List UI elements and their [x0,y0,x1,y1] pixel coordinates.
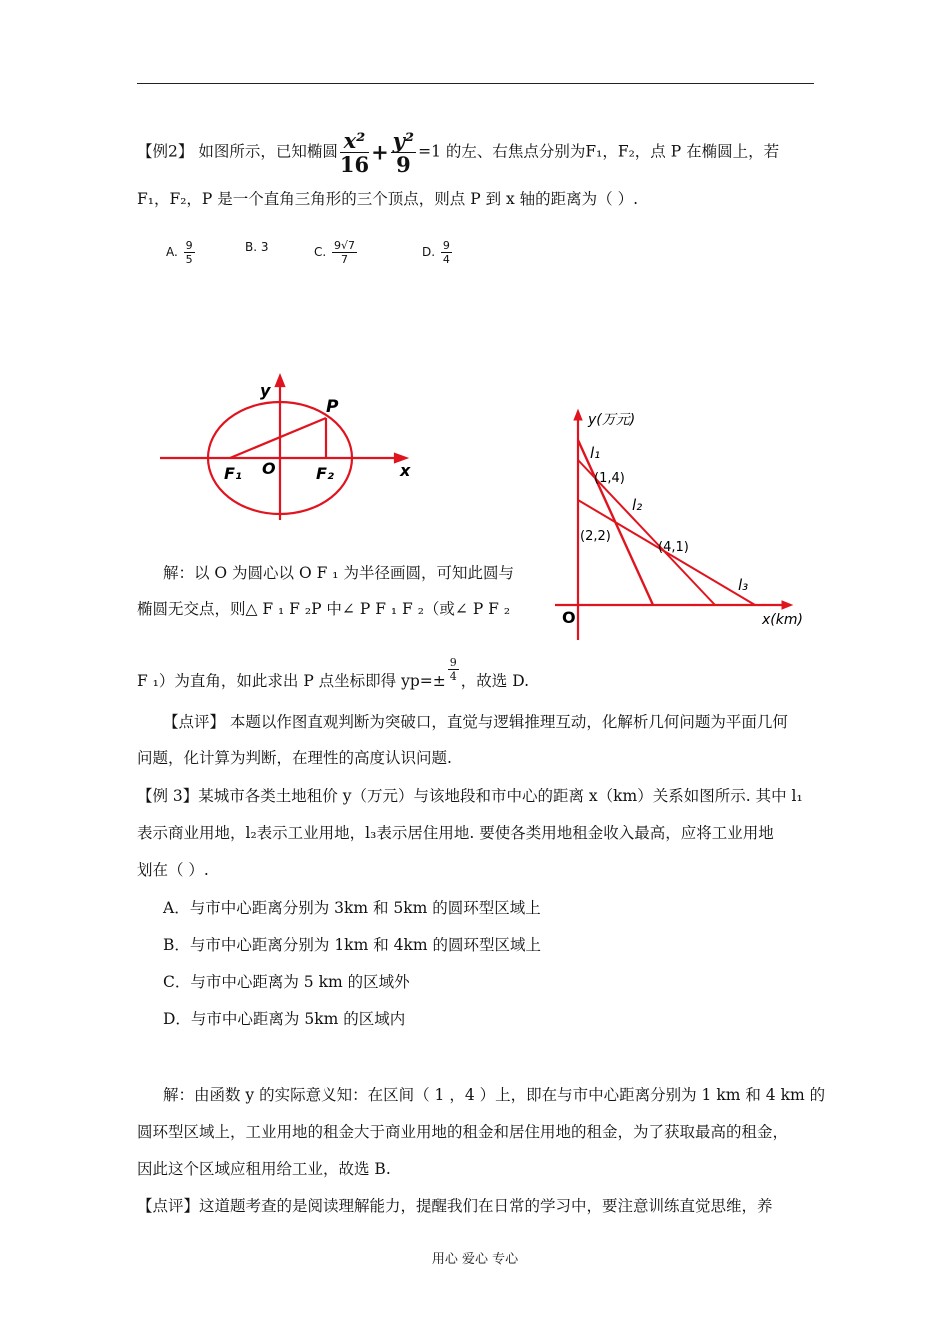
ellipse-fraction-x: $\frac{\text{x²}}{16}$ [339,128,370,177]
header-rule [137,83,814,84]
example2-line1 [137,130,779,175]
solution2-line1: 解：以 O 为圆心以 O F ₁ 为半径画圆，可知此圆与 [163,564,514,582]
solution2-line2: 椭圆无交点，则△ F ₁ F ₂P 中∠ P F ₁ F ₂（或∠ P F ₂ [137,600,511,618]
option-c: C. $\frac{9√7}{7}$ [314,239,356,266]
point-2-2-label: (2,2) [580,529,611,544]
option-d: D. $\frac{9}{4}$ [422,239,450,266]
comment3-line1: 【点评】这道题考查的是阅读理解能力，提醒我们在日常的学习中，要注意训练直觉思维，养 [137,1197,773,1215]
solution2-line3: F ₁）为直角，如此求出 P 点坐标即得 yp=± $\frac{9}{4}$ ，故选 D. [137,656,529,690]
option-a: A. $\frac{9}{5}$ [166,239,193,266]
example2-intro: 如图所示，已知椭圆 [198,142,338,161]
y-axis-arrow [574,410,582,420]
solution3-line3: 因此这个区域应租用给工业，故选 B. [137,1160,391,1178]
example3-line3: 划在（ ）. [137,861,209,879]
plus-sign: + [371,139,389,165]
origin-label: O [562,608,576,627]
example3-option-c: C．与市中心距离为 5 km 的区域外 [163,973,410,991]
y-axis-label: y [260,381,271,400]
point-p-label: P [326,397,339,417]
example3-option-b: B．与市中心距离分别为 1km 和 4km 的圆环型区域上 [163,936,542,954]
solution3-line2: 圆环型区域上，工业用地的租金大于商业用地的租金和居住用地的租金，为了获取最高的租金， [137,1123,789,1141]
example3-option-d: D．与市中心距离为 5km 的区域内 [163,1010,406,1028]
l1-label: l₁ [590,444,601,462]
ellipse-figure [150,370,430,530]
solution2-fraction: $\frac{9}{4}$ [449,656,457,683]
y-axis-label: y(万元) [588,412,636,428]
x-axis-arrow [782,601,792,609]
focus1-label: F₁ [224,464,242,483]
origin-label: O [262,459,276,478]
option-b: B. 3 [245,240,269,254]
example3-line1: 【例 3】某城市各类土地租价 y（万元）与该地段和市中心的距离 x（km）关系如图所示. 其中 l₁ [137,787,803,805]
x-axis-label: x [400,461,411,480]
x-axis-label: x(km) [762,612,803,628]
example2-line2: F₁，F₂，P 是一个直角三角形的三个顶点，则点 P 到 x 轴的距离为（ ）. [137,190,639,208]
example2-label: 【例2】 [137,142,194,161]
example3-line2: 表示商业用地，l₂表示工业用地，l₃表示居住用地. 要使各类用地租金收入最高，应将工业用地 [137,824,774,842]
comment2-line1: 【点评】 本题以作图直观判断为突破口，直觉与逻辑推理互动，化解析几何问题为平面几何 [163,713,788,731]
example2-after: =1 的左、右焦点分别为F₁，F₂，点 P 在椭圆上，若 [418,142,780,161]
segment-f1-p [230,418,326,458]
ellipse-fraction-y: $\frac{\text{y²}}{9}$ [392,128,415,177]
example3-option-a: A．与市中心距离分别为 3km 和 5km 的圆环型区域上 [163,899,541,917]
point-1-4-label: (1,4) [594,471,625,486]
point-4-1-label: (4,1) [658,540,689,555]
l2-label: l₂ [632,496,643,514]
rent-figure [550,400,820,645]
solution3-line1: 解：由函数 y 的实际意义知：在区间（ 1 ，4 ）上，即在与市中心距离分别为 1 km 和 4 km 的 [163,1086,826,1104]
comment2-line2: 问题，化计算为判断，在理性的高度认识问题. [137,749,452,767]
page-footer: 用心 爱心 专心 [431,1252,519,1267]
l3-label: l₃ [738,576,749,594]
y-axis-arrow [276,376,284,386]
focus2-label: F₂ [316,464,334,483]
